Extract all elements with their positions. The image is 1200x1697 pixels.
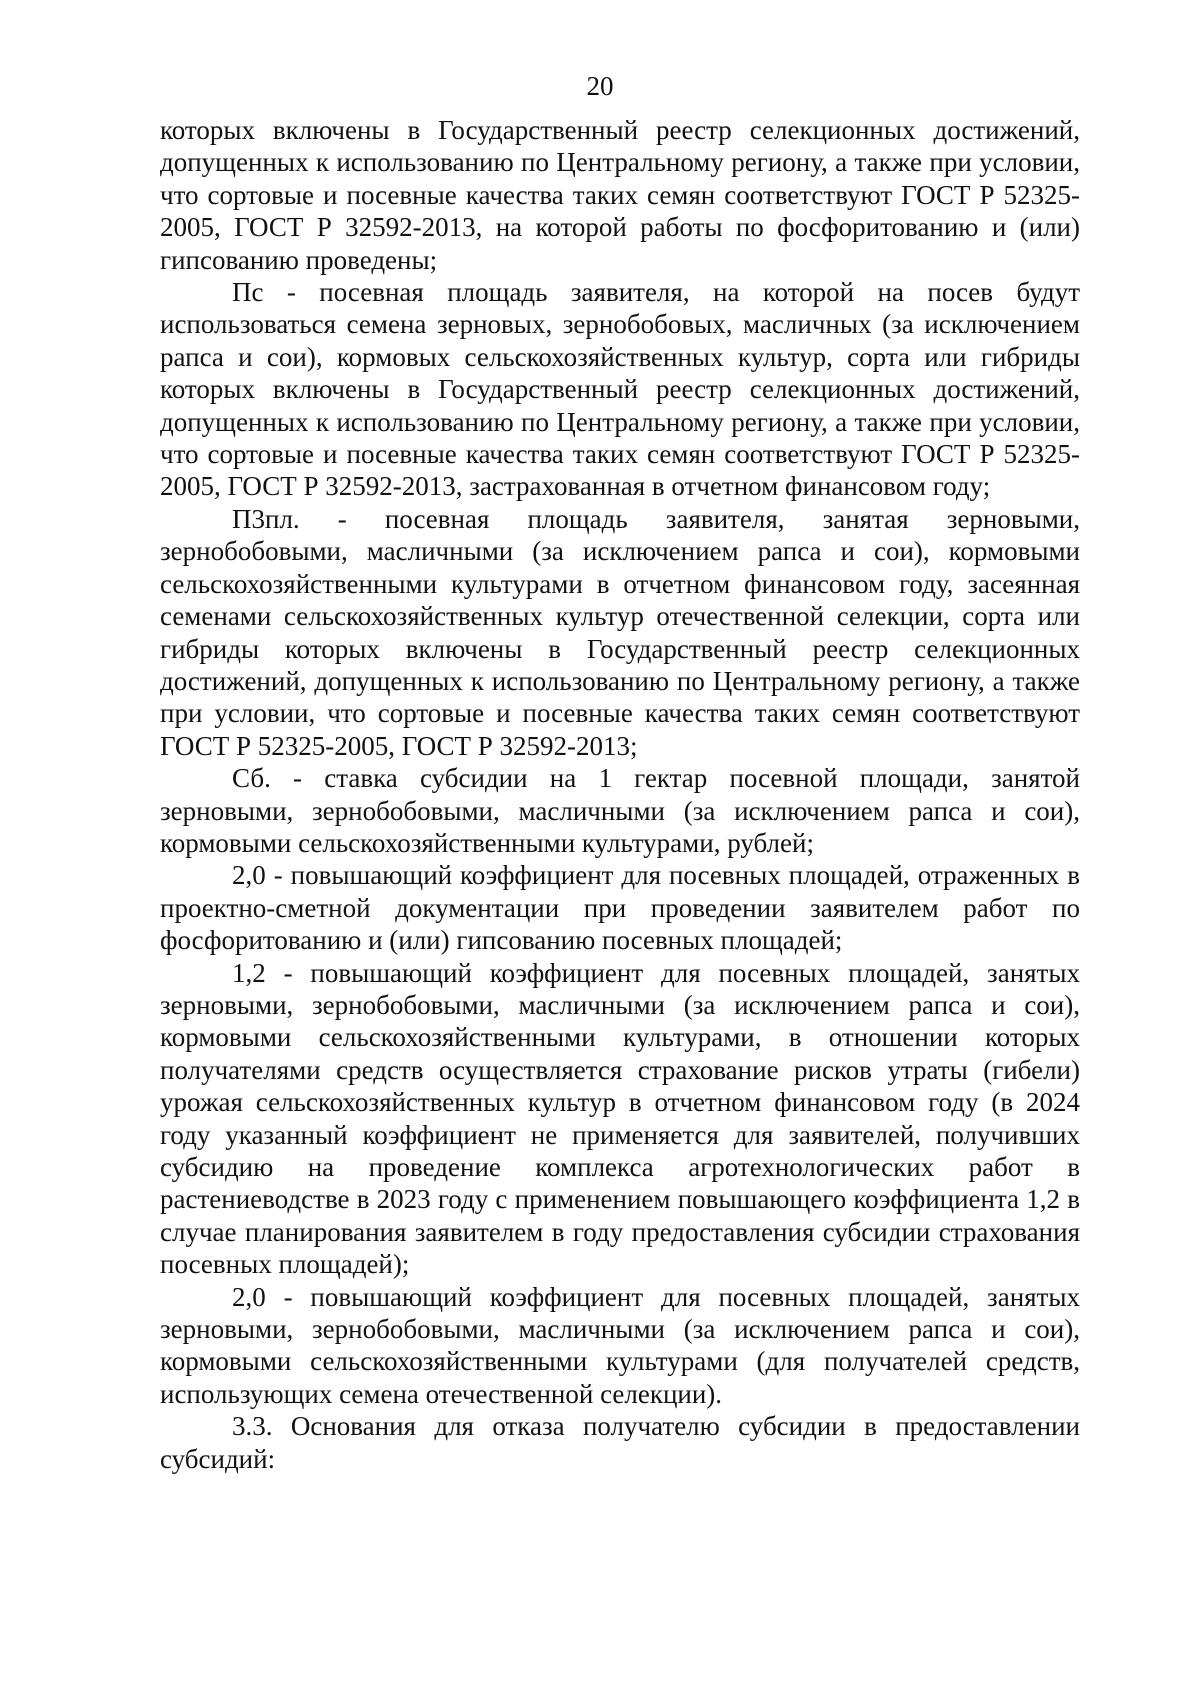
paragraph-coefficient-2-0-phosphate: 2,0 - повышающий коэффициент для посевных площадей, отраженных в проектно-сметной документации при проведении заявителем работ по фосфоритованию и (или) гипсованию посевных площадей; [160, 860, 1080, 956]
document-body [160, 114, 1080, 1475]
paragraph-coefficient-2-0-domestic-seeds: 2,0 - повышающий коэффициент для посевных площадей, занятых зерновыми, зернобобовыми, масличными (за исключением рапса и сои), кормовыми сельскохозяйственными культурами (для получателей средств, использующих семена отечественной селекции). [160, 1281, 1080, 1409]
paragraph-continuation: которых включены в Государственный реестр селекционных достижений, допущенных к использованию по Центральному региону, а также при условии, что сортовые и посевные качества таких семян соответствуют ГОСТ Р 52325-2005, ГОСТ Р 32592-2013, на которой работы по фосфоритованию и (или) гипсованию проведены; [160, 115, 1080, 275]
paragraph-p3pl-definition: П3пл. - посевная площадь заявителя, занятая зерновыми, зернобобовыми, масличными (за исключением рапса и сои), кормовыми сельскохозяйственными культурами в отчетном финансовом году, засеянная семенами сельскохозяйственных культур отечественной селекции, сорта или гибриды которых включены в Государственный реестр селекционных достижений, допущенных к использованию по Центральному региону, а также при условии, что сортовые и посевные качества таких семян соответствуют ГОСТ Р 52325-2005, ГОСТ Р 32592-2013; [160, 503, 1080, 761]
paragraph-section-3-3: 3.3. Основания для отказа получателю субсидии в предоставлении субсидий: [160, 1411, 1080, 1474]
paragraph-coefficient-1-2-insurance: 1,2 - повышающий коэффициент для посевных площадей, занятых зерновыми, зернобобовыми, масличными (за исключением рапса и сои), кормовыми сельскохозяйственными культурами, в отношении которых получателями средств осуществляется страхование рисков утраты (гибели) урожая сельскохозяйственных культур в отчетном финансовом году (в 2024 году указанный коэффициент не применяется для заявителей, получивших субсидию на проведение комплекса агротехнологических работ в растениеводстве в 2023 году с применением повышающего коэффициента 1,2 в случае планирования заявителем в году предоставления субсидии страхования посевных площадей); [160, 957, 1080, 1280]
page-number: 20 [586, 71, 614, 101]
paragraph-sb-definition: Сб. - ставка субсидии на 1 гектар посевной площади, занятой зерновыми, зернобобовыми, масличными (за исключением рапса и сои), кормовыми сельскохозяйственными культурами, рублей; [160, 763, 1080, 858]
paragraph-ps-definition: Пс - посевная площадь заявителя, на которой на посев будут использоваться семена зерновых, зернобобовых, масличных (за исключением рапса и сои), кормовых сельскохозяйственных культур, сорта или гибриды которых включены в Государственный реестр селекционных достижений, допущенных к использованию по Центральному региону, а также при условии, что сортовые и посевные качества таких семян соответствуют ГОСТ Р 52325-2005, ГОСТ Р 32592-2013, застрахованная в отчетном финансовом году; [160, 277, 1080, 502]
